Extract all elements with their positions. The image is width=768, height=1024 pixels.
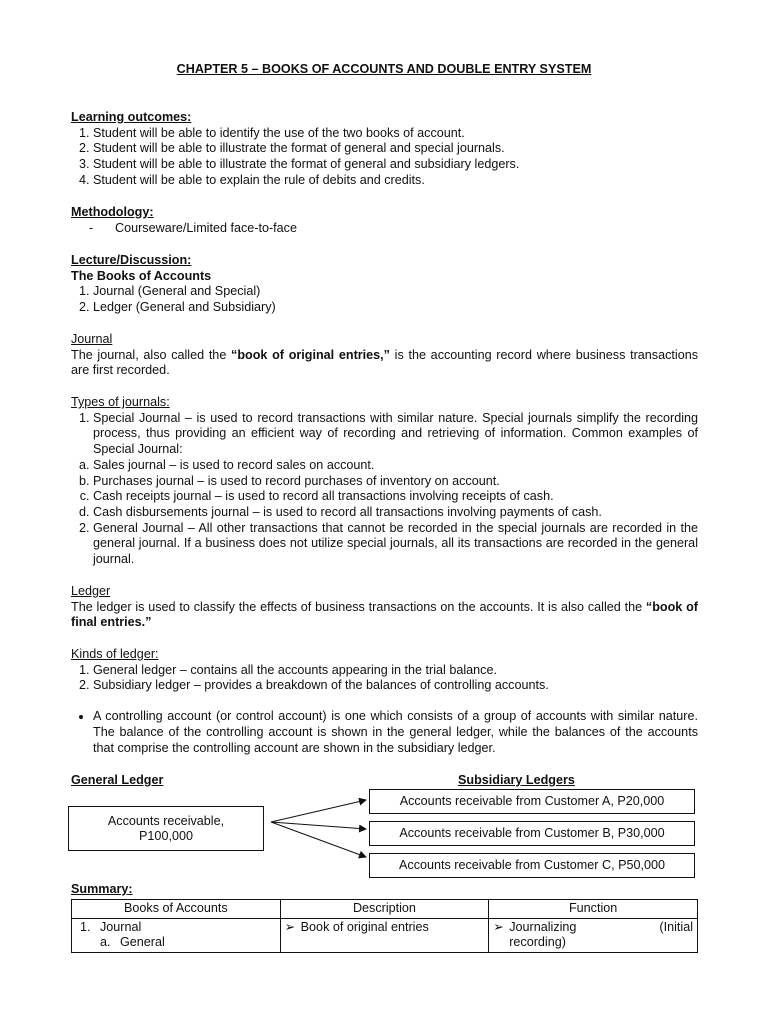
types-of-journals-heading: Types of journals: bbox=[71, 395, 170, 409]
list-item: 1. Journal (General and Special) bbox=[93, 284, 698, 300]
list-item: 2. General Journal – All other transactions that cannot be recorded in the special journals are recorded in the general journal. If a business does not utilize special journals, all its transactions are recorded in the general journal. bbox=[93, 521, 698, 568]
summary-heading: Summary: bbox=[71, 882, 133, 896]
list-item: 1. General ledger – contains all the accounts appearing in the trial balance. bbox=[93, 663, 698, 679]
list-letter: a. bbox=[100, 935, 111, 949]
ledger-text: The ledger is used to classify the effects of business transactions on the accounts. It is also called the bbox=[71, 599, 646, 614]
book-name: Journal bbox=[100, 919, 142, 934]
arrow-to-customer-b bbox=[271, 822, 366, 829]
list-item: - Courseware/Limited face-to-face bbox=[115, 221, 698, 237]
subsidiary-account: Accounts receivable from Customer A, P20,000 bbox=[399, 794, 665, 808]
table-row bbox=[72, 918, 698, 952]
function-text: (Initial bbox=[659, 919, 693, 934]
list-item: 3. Student will be able to illustrate the format of general and subsidiary ledgers. bbox=[93, 157, 698, 173]
table-cell bbox=[72, 918, 281, 952]
arrow-to-customer-c bbox=[271, 822, 366, 857]
list-item: 4. Student will be able to explain the rule of debits and credits. bbox=[93, 173, 698, 189]
books-of-accounts-subheading: The Books of Accounts bbox=[71, 268, 212, 283]
arrow-bullet-icon: ➢ bbox=[493, 919, 504, 934]
table-cell bbox=[280, 918, 489, 952]
list-item: a. Sales journal – is used to record sales on account. bbox=[93, 458, 698, 474]
general-ledger-account: Accounts receivable, bbox=[107, 813, 225, 828]
ledger-emphasis: “book of final entries.” bbox=[71, 599, 699, 630]
journal-text: The journal, also called the bbox=[71, 347, 232, 362]
methodology-heading: Methodology: bbox=[71, 205, 154, 219]
subsidiary-ledgers-heading: Subsidiary Ledgers bbox=[458, 773, 575, 787]
arrow-to-customer-a bbox=[271, 800, 366, 822]
list-item: d. Cash disbursements journal – is used to record all transactions involving payments of cash. bbox=[93, 505, 698, 521]
journal-text: is the accounting record where business transactions are first recorded. bbox=[71, 347, 699, 378]
learning-outcomes-heading: Learning outcomes: bbox=[71, 110, 192, 124]
function-text: recording) bbox=[509, 935, 566, 949]
general-ledger-amount: P100,000 bbox=[139, 828, 193, 843]
list-item: c. Cash receipts journal – is used to record all transactions involving receipts of cash. bbox=[93, 489, 698, 505]
kinds-of-ledger-heading: Kinds of ledger: bbox=[71, 647, 159, 661]
column-header: Books of Accounts bbox=[72, 900, 281, 919]
ledger-heading: Ledger bbox=[71, 584, 111, 598]
chapter-title: CHAPTER 5 – BOOKS OF ACCOUNTS AND DOUBLE ENTRY SYSTEM bbox=[176, 62, 592, 76]
description-text: Book of original entries bbox=[300, 919, 429, 934]
table-cell bbox=[489, 918, 698, 952]
subsidiary-account: Accounts receivable from Customer C, P50,000 bbox=[399, 858, 665, 872]
function-text: Journalizing bbox=[509, 919, 577, 934]
book-subtype: General bbox=[120, 935, 165, 949]
journal-heading: Journal bbox=[71, 332, 113, 346]
table-header-row bbox=[72, 900, 698, 919]
list-item: 1. Student will be able to identify the use of the two books of account. bbox=[93, 126, 698, 142]
list-item: • A controlling account (or control account) is one which consists of a group of accounts with similar nature. The balance of the controlling account is shown in the general ledger, while the balances of the accounts that comprise the controlling account are shown in the subsidiary ledger. bbox=[93, 709, 698, 756]
special-journal-text: Special Journal – is used to record transactions with similar nature. Special journals simplify the recording process, thus providing an efficient way of recording and retrieving of information. Common examples of Special Journal: bbox=[93, 410, 698, 457]
column-header: Function bbox=[489, 900, 698, 919]
subsidiary-account: Accounts receivable from Customer B, P30,000 bbox=[399, 826, 665, 840]
list-item: 2. Student will be able to illustrate the format of general and special journals. bbox=[93, 141, 698, 157]
list-item: b. Purchases journal – is used to record purchases of inventory on account. bbox=[93, 474, 698, 490]
journal-emphasis: “book of original entries,” bbox=[231, 347, 390, 362]
list-number: 1. bbox=[80, 919, 91, 934]
summary-table bbox=[71, 899, 698, 953]
column-header: Description bbox=[280, 900, 489, 919]
general-ledger-heading: General Ledger bbox=[71, 773, 164, 787]
list-item: 2. Subsidiary ledger – provides a breakdown of the balances of controlling accounts. bbox=[93, 678, 698, 694]
lecture-heading: Lecture/Discussion: bbox=[71, 253, 192, 267]
list-item: 2. Ledger (General and Subsidiary) bbox=[93, 300, 698, 316]
arrow-bullet-icon: ➢ bbox=[284, 919, 296, 934]
